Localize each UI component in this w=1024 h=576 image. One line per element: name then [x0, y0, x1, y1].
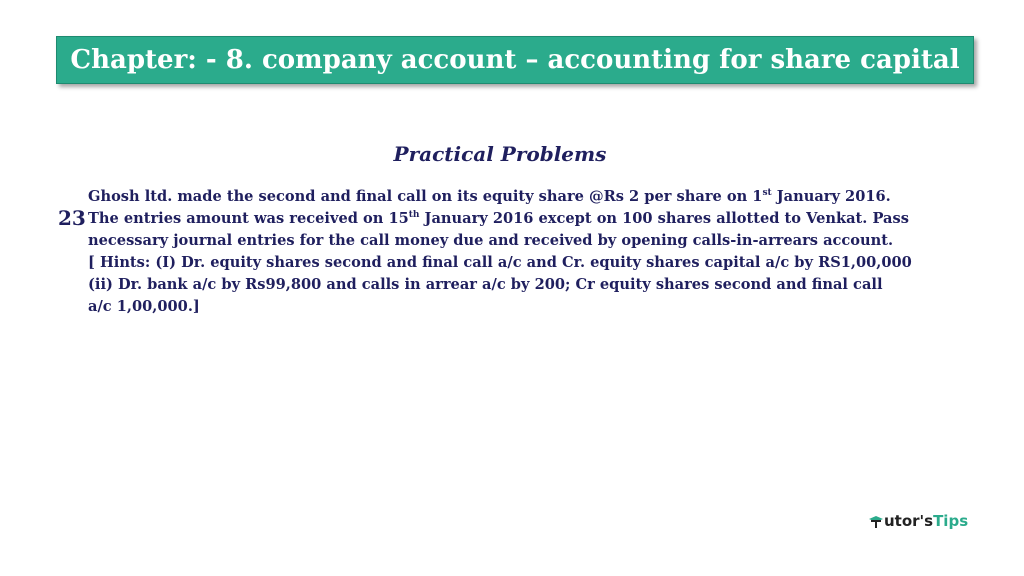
chapter-banner [56, 36, 974, 84]
question-number: 23 [58, 206, 86, 230]
section-title: Practical Problems [393, 142, 607, 166]
hint-line-2: (ii) Dr. bank a/c by Rs99,800 and calls in arrear a/c by 200; Cr equity shares second and final call [88, 276, 883, 293]
logo-text-a: utor's [884, 512, 934, 530]
tutorstips-logo [869, 508, 968, 534]
hint-line-3: a/c 1,00,000.] [88, 298, 200, 315]
graduation-cap-icon [869, 514, 883, 528]
hint-line-1: [ Hints: (I) Dr. equity shares second and final call a/c and Cr. equity shares capital a/c by RS1,00,000 [88, 254, 912, 271]
problem-line-1: Ghosh ltd. made the second and final call on its equity share @Rs 2 per share on 1st January 2016. [88, 188, 891, 205]
problem-line-3: necessary journal entries for the call money due and received by opening calls-in-arrears account. [88, 232, 894, 249]
chapter-title: Chapter: - 8. company account – accounting for share capital [70, 45, 960, 75]
logo-text-b: Tips [933, 512, 969, 530]
problem-text [88, 186, 918, 318]
problem-line-2: The entries amount was received on 15th January 2016 except on 100 shares allotted to Venkat. Pass [88, 210, 909, 227]
